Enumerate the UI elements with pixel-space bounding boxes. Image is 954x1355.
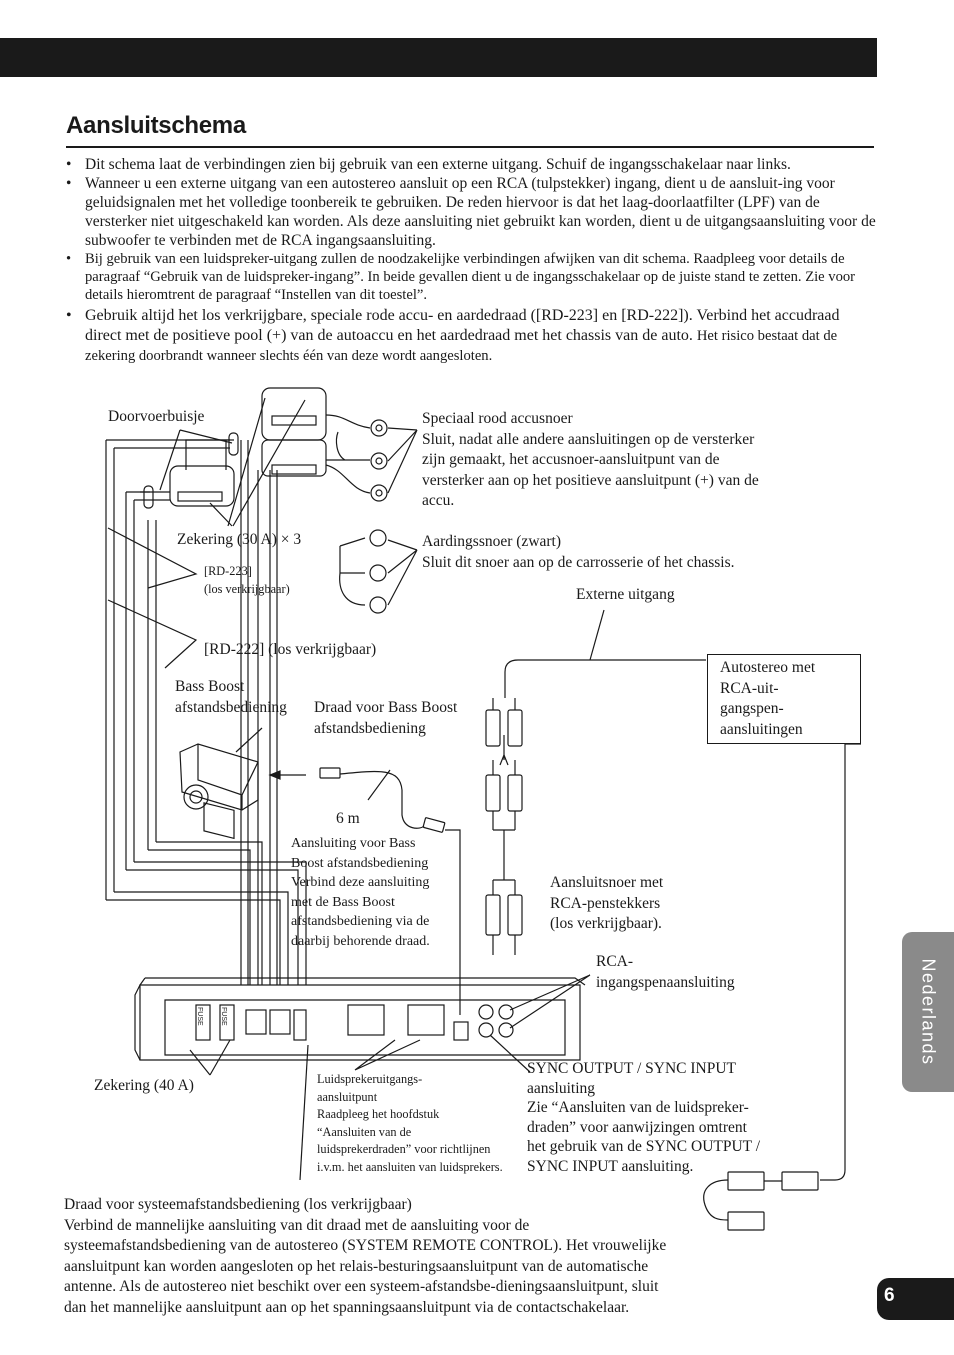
bass-boost-remote xyxy=(180,728,262,838)
grommet-lower xyxy=(144,486,153,508)
language-label: Nederlands xyxy=(918,958,939,1066)
rd223-note: (los verkrijgbaar) xyxy=(204,581,290,596)
sync-line: draden” voor aanwijzingen omtrent xyxy=(527,1118,747,1136)
rca-input-line: ingangspenaansluiting xyxy=(596,973,735,991)
label-speaker-output xyxy=(317,1071,503,1176)
speaker-line: Luidsprekeruitgangs- xyxy=(317,1072,423,1086)
bb-connector-line: Aansluiting voor Bass xyxy=(291,836,416,851)
speaker-line: “Aansluiten van de xyxy=(317,1124,412,1139)
bullet-text: Gebruik altijd het los verkrijgbare, speciale rode accu- en aardedraad ([RD-223] en [RD-222]). Verbind het accudraad direct met de positieve pool (+) van de autoaccu en het aardedraad met het chassis van de auto. xyxy=(85,307,840,344)
rca-cable-line: Aansluitsnoer met xyxy=(550,874,664,891)
label-cable-length: 6 m xyxy=(336,810,360,827)
label-fuse-30a: Zekering (30 A) × 3 xyxy=(177,531,302,548)
fuse-holder-upper xyxy=(262,388,326,476)
page-number: 6 xyxy=(884,1285,895,1306)
speaker-line: Raadpleeg het hoofdstuk xyxy=(317,1107,440,1121)
battery-text: versterker aan op het positieve aansluitpunt (+) van de xyxy=(422,471,759,489)
bass-boost-wire-line: afstandsbediening xyxy=(314,719,426,737)
label-external-output: Externe uitgang xyxy=(576,586,675,603)
system-remote-note xyxy=(64,1195,666,1318)
bass-boost-wire-line: Draad voor Bass Boost xyxy=(314,699,458,716)
bullet-item: • Wanneer u een externe uitgang van een autostereo aansluit op een RCA (tulpstekker) ingang, dient u de aansluit-ing voor geluidsignalen met het volledige toonbereik te gebruiken. De reden hiervoor is dat het laag-doorlaatfilter (LPF) van de versterker niet uitgeschakeld kan worden. Als deze aansluiting niet gebruikt kan worden, dient u de uitgangsaansluiting voor de subwoofer te verbinden met de RCA ingangsaansluiting. xyxy=(62,174,877,250)
system-remote-line: Verbind de mannelijke aansluiting van dit draad met de aansluiting voor de xyxy=(64,1216,530,1234)
speaker-line: aansluitpunt xyxy=(317,1089,378,1104)
label-grommet: Doorvoerbuisje xyxy=(108,408,205,425)
bullet-item: • Bij gebruik van een luidspreker-uitgang zullen de noodzakelijke verbindingen afwijken van dit schema. Raadpleeg voor details de paragraaf “Gebruik van de luidspreker-ingang”. In beide gevallen dient u de ingangsschakelaar op de juiste stand te zetten. Zie voor details hieromtrent de paragraaf “Instellen van dit toestel”. xyxy=(62,250,877,304)
battery-text: zijn gemaakt, het accusnoer-aansluitpunt van de xyxy=(422,451,720,468)
system-remote-line: antenne. Als de autostereo niet beschikt over een systeem-afstandsbe-dieningsaansluitpunt, sluit xyxy=(64,1278,659,1295)
sync-line: het gebruik van de SYNC OUTPUT / xyxy=(527,1138,761,1155)
bb-connector-line: afstandsbediening via de xyxy=(291,914,430,929)
bb-connector-line: met de Bass Boost xyxy=(291,894,395,910)
system-remote-line: Draad voor systeemafstandsbediening (los verkrijgbaar) xyxy=(64,1196,412,1213)
system-remote-line: aansluitpunt kan worden aangesloten op het relais-besturingsaansluitpunt van de automatische xyxy=(64,1257,649,1275)
speaker-line: luidsprekerdraden” voor richtlijnen xyxy=(317,1142,491,1156)
sync-line: SYNC OUTPUT / SYNC INPUT xyxy=(527,1060,736,1077)
label-bass-boost-remote xyxy=(175,677,287,718)
sync-line: aansluiting xyxy=(527,1079,596,1097)
speaker-line: i.v.m. het aansluiten van luidsprekers. xyxy=(317,1159,503,1174)
battery-text: accu. xyxy=(422,492,455,509)
sync-line: Zie “Aansluiten van de luidspreker- xyxy=(527,1099,749,1116)
bass-boost-line: afstandsbediening xyxy=(175,698,287,716)
fuse-marking: FUSE xyxy=(196,1007,203,1026)
label-bass-boost-connector xyxy=(291,834,430,951)
bb-connector-line: Verbind deze aansluiting xyxy=(291,875,430,890)
bullet-tail: Het risico bestaat dat de zekering doorbrandt wanneer slechts één van deze wordt aangesloten. xyxy=(85,328,838,364)
fuse-marking: FUSE xyxy=(220,1007,227,1026)
car-stereo-line: Autostereo met xyxy=(720,659,816,676)
system-remote-line: dan het mannelijke aansluitpunt aan op het spanningsaansluitpunt via de contactschakelaar. xyxy=(64,1298,630,1316)
fuse-holder-lower xyxy=(170,466,234,506)
rd223-code: [RD-223] xyxy=(204,564,252,578)
label-rd223 xyxy=(204,563,290,598)
car-stereo-line: gangspen- xyxy=(720,700,784,717)
battery-text: Sluit, nadat alle andere aansluitingen op de versterker xyxy=(422,430,755,448)
rca-cable-line: (los verkrijgbaar). xyxy=(550,915,662,932)
grommet-upper xyxy=(229,433,238,455)
rca-plugs xyxy=(486,698,522,955)
label-bass-boost-wire xyxy=(314,698,457,739)
page-number-tab xyxy=(877,1278,954,1320)
label-rd222: [RD-222] (los verkrijgbaar) xyxy=(204,641,377,658)
rca-input-line: RCA- xyxy=(596,953,634,970)
car-stereo-line: RCA-uit- xyxy=(720,679,779,697)
label-fuse-40a: Zekering (40 A) xyxy=(94,1077,194,1094)
label-sync xyxy=(527,1059,760,1176)
label-rca-input xyxy=(596,952,735,993)
sync-line: SYNC INPUT aansluiting. xyxy=(527,1157,694,1175)
car-stereo-line: aansluitingen xyxy=(720,720,803,738)
bb-connector-line: Boost afstandsbediening xyxy=(291,855,429,871)
battery-title: Speciaal rood accusnoer xyxy=(422,410,573,427)
label-car-stereo xyxy=(720,658,815,740)
system-remote-line: systeemafstandsbediening van de autostereo (SYSTEM REMOTE CONTROL). Het vrouwelijke xyxy=(64,1237,667,1254)
bb-connector-line: daarbij behorende draad. xyxy=(291,933,430,949)
label-battery-cable xyxy=(422,409,759,512)
section-title: Aansluitschema xyxy=(66,112,246,139)
label-rca-cable xyxy=(550,873,663,935)
language-tab xyxy=(902,932,954,1092)
ground-text: Sluit dit snoer aan op de carrosserie of het chassis. xyxy=(422,553,735,571)
label-ground-cable xyxy=(422,532,735,573)
bass-boost-line: Bass Boost xyxy=(175,678,245,695)
ground-title: Aardingssnoer (zwart) xyxy=(422,533,562,550)
bullet-item: • Dit schema laat de verbindingen zien bij gebruik van een externe uitgang. Schuif de ingangsschakelaar naar links. xyxy=(62,155,877,174)
rca-cable-line: RCA-penstekkers xyxy=(550,894,661,912)
